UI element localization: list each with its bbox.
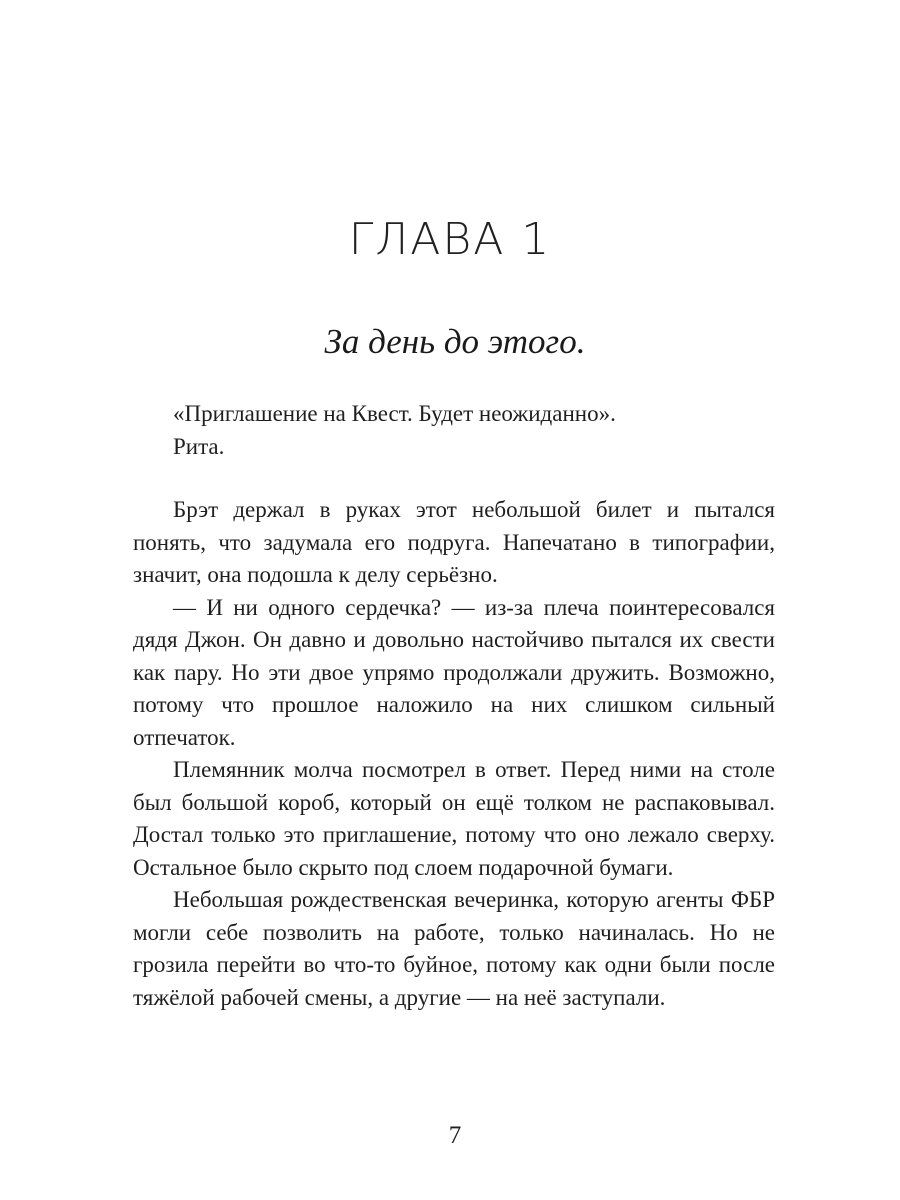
invitation-block: [133, 398, 775, 463]
chapter-subtitle: За день до этого.: [324, 322, 586, 361]
paragraph: Брэт держал в руках этот небольшой билет и пытался понять, что задумала его подруга. Напечатано в типографии, значит, она подошла к делу серьёзно.: [133, 497, 775, 587]
paragraph: Племянник молча посмотрел в ответ. Перед ними на столе был большой короб, который он ещё толком не распаковывал. Достал только это приглашение, потому что оно лежало сверху. Остальное было скрыто под слоем подарочной бумаги.: [133, 757, 775, 880]
invitation-signature: Рита.: [173, 433, 225, 459]
chapter-title: ГЛАВА 1: [348, 214, 552, 265]
main-text: [133, 494, 775, 1014]
paragraph: Небольшая рождественская вечеринка, которую агенты ФБР могли себе позволить на работе, только начиналась. Но не грозила перейти во что-то буйное, потому как одни были после тяжёлой рабочей смены, а другие — на неё заступали.: [133, 887, 775, 1010]
paragraph: — И ни одного сердечка? — из-за плеча поинтересовался дядя Джон. Он давно и довольно настойчиво пытался их свести как пару. Но эти двое упрямо продолжали дружить. Возможно, потому что прошлое наложило на них слишком сильный отпечаток.: [133, 594, 775, 750]
invitation-text: «Приглашение на Квест. Будет неожиданно».: [173, 401, 616, 426]
page-number: 7: [448, 1122, 462, 1149]
